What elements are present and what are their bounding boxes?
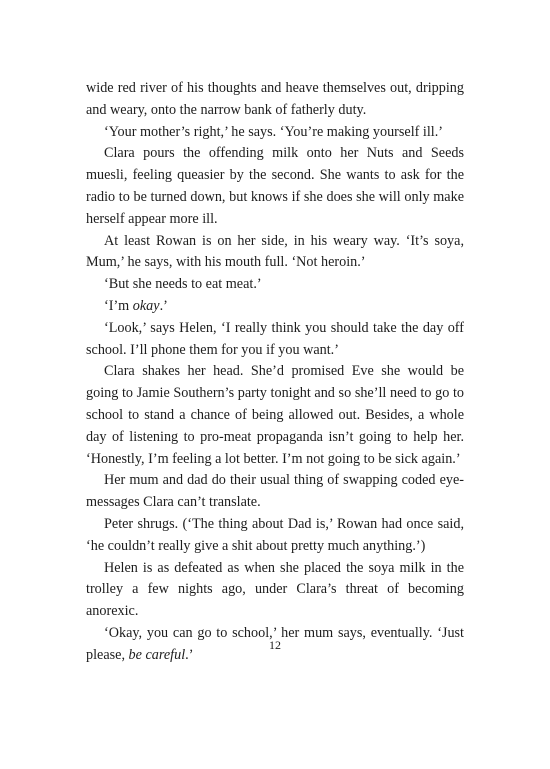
paragraph xyxy=(86,78,464,122)
body-text xyxy=(86,78,464,667)
paragraph-text: ‘But she needs to eat meat.’ xyxy=(104,276,262,293)
paragraph-text: wide red river of his thoughts and heave themselves out, dripping and weary, onto the narrow bank of fatherly duty. xyxy=(86,80,464,118)
paragraph-text: .’ xyxy=(185,646,194,663)
italic-text: okay xyxy=(132,297,160,314)
paragraph xyxy=(86,296,464,318)
paragraph-text: ‘Your mother’s right,’ he says. ‘You’re making yourself ill.’ xyxy=(104,123,444,140)
paragraph xyxy=(86,122,464,144)
paragraph-text: Helen is as defeated as when she placed the soya milk in the trolley a few nights ago, under Clara’s threat of becoming anorexic. xyxy=(86,559,464,620)
paragraph-text: Her mum and dad do their usual thing of swapping coded eye-messages Clara can’t translate. xyxy=(86,472,464,511)
paragraph-text: .’ xyxy=(159,297,168,314)
page-number: 12 xyxy=(269,638,281,652)
italic-text: be careful xyxy=(128,646,186,663)
paragraph xyxy=(86,318,464,362)
paragraph xyxy=(86,558,464,623)
paragraph-text: Clara shakes her head. She’d promised Eve she would be going to Jamie Southern’s party tonight and so she’ll need to go to school to stand a chance of being allowed out. Besides, a whole day of listening to pro-meat propaganda isn’t going to help her. ‘Honestly, I’m feeling a lot better. I’m not going to be sick again.’ xyxy=(86,363,464,467)
paragraph xyxy=(86,514,464,558)
paragraph xyxy=(86,231,464,275)
paragraph-text: ‘Look,’ says Helen, ‘I really think you should take the day off school. I’ll phone them for you if you want.’ xyxy=(86,319,464,358)
paragraph xyxy=(86,361,464,470)
paragraph-text: At least Rowan is on her side, in his weary way. ‘It’s soya, Mum,’ he says, with his mouth full. ‘Not heroin.’ xyxy=(86,232,464,271)
paragraph-text: ‘I’m xyxy=(104,297,133,314)
paragraph xyxy=(86,143,464,230)
paragraph-text: Clara pours the offending milk onto her Nuts and Seeds muesli, feeling queasier by the second. She wants to ask for the radio to be turned down, but knows if she does she will only make herself appear more ill. xyxy=(86,145,464,227)
paragraph xyxy=(86,274,464,296)
paragraph-text: Peter shrugs. (‘The thing about Dad is,’ Rowan had once said, ‘he couldn’t really give a shit about pretty much anything.’) xyxy=(86,515,464,554)
paragraph xyxy=(86,470,464,514)
paragraph-text: ‘Okay, you can go to school,’ her mum says, eventually. ‘Just please, xyxy=(86,624,464,663)
